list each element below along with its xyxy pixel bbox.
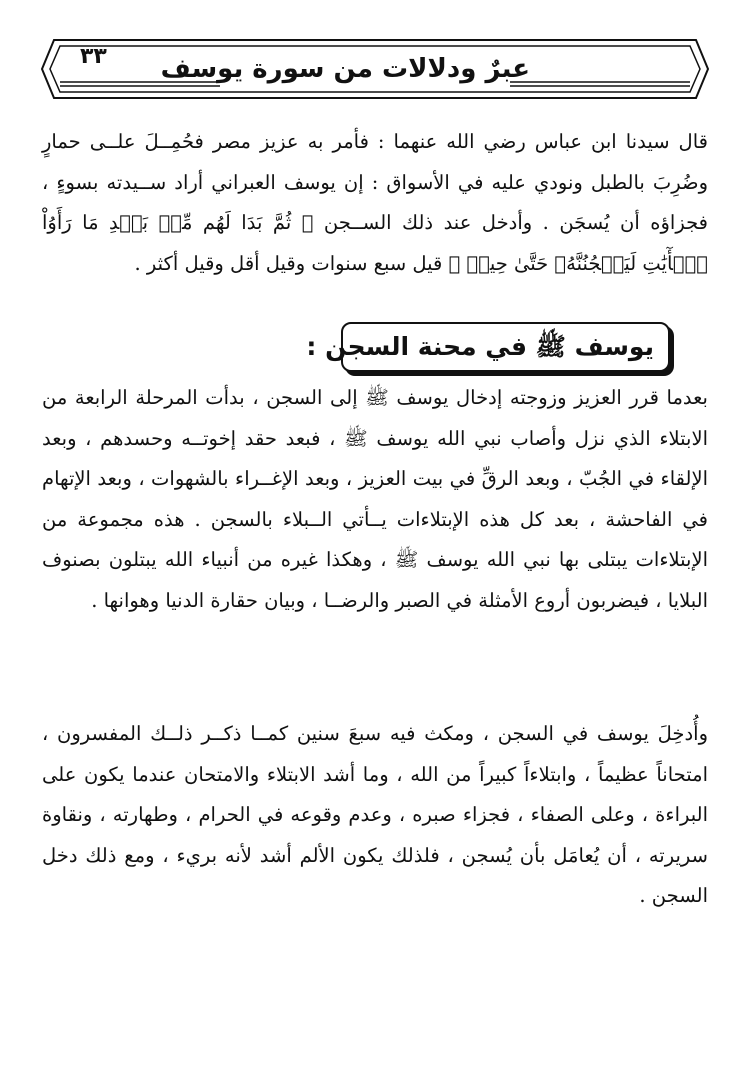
paragraph-2 [42, 378, 708, 622]
paragraph-1-text: قال سيدنا ابن عباس رضي الله عنهما : فأمر به عزيز مصر فحُمِــلَ علــى حمارٍ وضُرِبَ بالطبل ونودي عليه في الأسواق : إن يوسف العبراني أراد ســيدته بسوءٍ ، فجزاؤه أن يُسجَن . وأدخل عند ذلك الســجن [42, 130, 708, 235]
paragraph-1-text-end: قيل سبع سنوات وقيل أقل وقيل أكثر . [134, 251, 449, 275]
section-heading: يوسف ﷺ في محنة السجن : [306, 332, 654, 361]
section-heading-box [306, 322, 670, 372]
paragraph-2-text: بعدما قرر العزيز وزوجته إدخال يوسف ﷺ إلى السجن ، بدأت المرحلة الرابعة من الابتلاء الذي نزل وأصاب نبي الله يوسف ﷺ ، فبعد حقد إخوتــه وحسدهم ، وبعد الإلقاء في الجُبّ ، وبعد الرقِّ في بيت العزيز ، وبعد الإغــراء بالشهوات ، وبعد الإتهام في الفاحشة ، بعد كل هذه الإبتلاءات يــأتي الــبلاء بالسجن . هذه مجموعة من الإبتلاءات يبتلى بها نبي الله يوسف ﷺ ، وهكذا غيره من أنبياء الله يبتلون بصنوف البلايا ، فيضربون أروع الأمثلة في الصبر والرضــا ، وبيان حقارة الدنيا وهوانها . [42, 386, 708, 612]
page-header [40, 38, 710, 100]
page-number: ٣٣ [80, 44, 107, 69]
paragraph-3 [42, 714, 708, 917]
paragraph-3-text: وأُدخِلَ يوسف في السجن ، ومكث فيه سبعَ سنين كمــا ذكــر ذلــك المفسرون ، امتحاناً عظيماً ، وابتلاءاً كبيراً من الله ، وما أشد الابتلاء والامتحان عندما يكون على البراءة ، وعلى الصفاء ، فجزاء صبره ، وعدم وقوعه في الحرام ، وطهارته ، ونقاوة سريرته ، أن يُعامَل بأن يُسجن ، فلذلك يكون الألم أشد لأنه بريء ، ومع ذلك دخل السجن . [42, 722, 708, 908]
quran-verse: ﴿ ثُمَّ بَدَا لَهُم مِّنۢ بَعۡدِ مَا رَأَوُاْ ٱلۡأٓيَٰتِ لَيَسۡجُنُنَّهُۥ حَتَّىٰ حِينٖ ﴾ [42, 211, 708, 275]
paragraph-1 [42, 122, 708, 284]
header-title: عبرٌ ودلالات من سورة يوسف [160, 54, 530, 84]
